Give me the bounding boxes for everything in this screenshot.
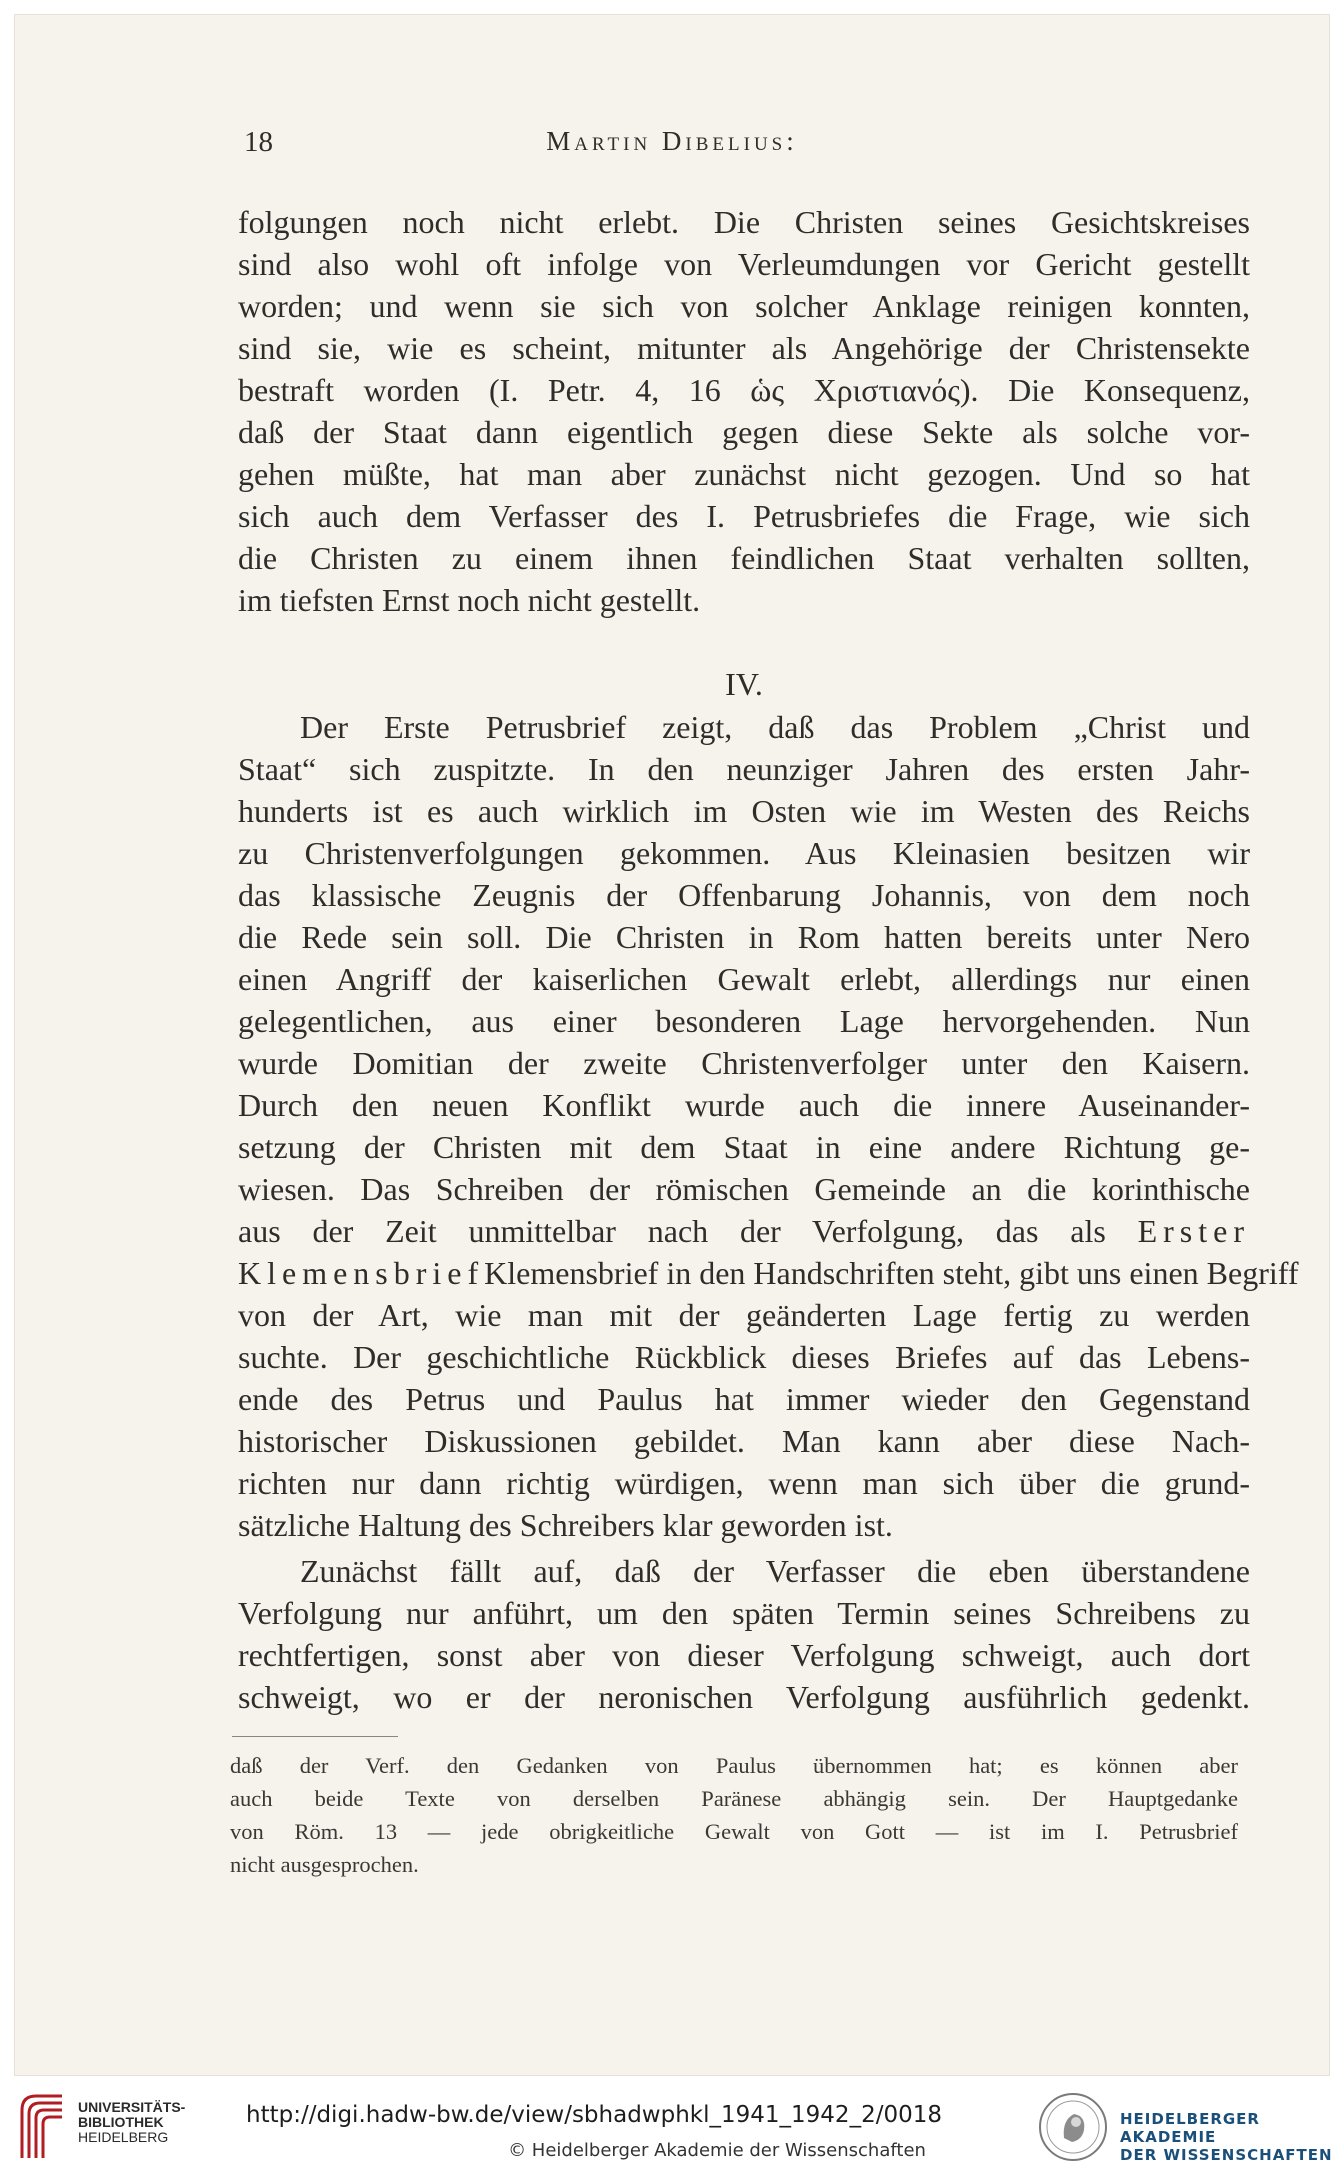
text-line: Zunächst fällt auf, daß der Verfasser die eben überstandene	[300, 1553, 1250, 1589]
ub-line: UNIVERSITÄTS-	[78, 2099, 186, 2115]
text-line: hunderts ist es auch wirklich im Osten wie im Westen des Reichs	[238, 793, 1250, 829]
text-line-with-spaced-word	[238, 1252, 1299, 1294]
text-run: Klemensbrief in den Handschriften steht, gibt uns einen Begriff	[484, 1255, 1299, 1291]
text-line: bestraft worden (I. Petr. 4, 16 ὡς Χριστιανός). Die Konsequenz,	[238, 372, 1250, 408]
viewer-footer	[0, 2076, 1344, 2177]
footnote-line: auch beide Texte von derselben Paränese abhängig sein. Der Hauptgedanke	[230, 1786, 1238, 1811]
university-library-name	[78, 2100, 185, 2145]
text-line: von der Art, wie man mit der geänderten Lage fertig zu werden	[238, 1297, 1250, 1333]
text-line: einen Angriff der kaiserlichen Gewalt erlebt, allerdings nur einen	[238, 961, 1250, 997]
page-header	[0, 126, 1344, 166]
spaced-word: Klemensbrief	[238, 1255, 485, 1291]
footnote-line: nicht ausgesprochen.	[230, 1852, 419, 1877]
ub-line: BIBLIOTHEK	[78, 2114, 164, 2130]
text-line: Verfolgung nur anführt, um den späten Termin seines Schreibens zu	[238, 1595, 1250, 1631]
text-line: sind sie, wie es scheint, mitunter als Angehörige der Christensekte	[238, 330, 1250, 366]
text-line: ende des Petrus und Paulus hat immer wieder den Gegenstand	[238, 1381, 1250, 1417]
text-line: im tiefsten Ernst noch nicht gestellt.	[238, 582, 701, 618]
text-line: zu Christenverfolgungen gekommen. Aus Kleinasien besitzen wir	[238, 835, 1250, 871]
text-line: das klassische Zeugnis der Offenbarung Johannis, von dem noch	[238, 877, 1250, 913]
academy-line: HEIDELBERGER AKADEMIE	[1120, 2110, 1260, 2146]
footnote-line: daß der Verf. den Gedanken von Paulus übernommen hat; es können aber	[230, 1753, 1238, 1778]
text-line: Der Erste Petrusbrief zeigt, daß das Problem „Christ und	[300, 709, 1250, 745]
text-line: die Christen zu einem ihnen feindlichen Staat verhalten sollten,	[238, 540, 1250, 576]
copyright-notice: © Heidelberger Akademie der Wissenschaften	[508, 2140, 926, 2161]
text-line: daß der Staat dann eigentlich gegen diese Sekte als solche vor-	[238, 414, 1250, 450]
text-line: die Rede sein soll. Die Christen in Rom hatten bereits unter Nero	[238, 919, 1250, 955]
text-line: sich auch dem Verfasser des I. Petrusbriefes die Frage, wie sich	[238, 498, 1250, 534]
text-line: gehen müßte, hat man aber zunächst nicht gezogen. Und so hat	[238, 456, 1250, 492]
academy-name	[1120, 2110, 1344, 2164]
text-line: schweigt, wo er der neronischen Verfolgung ausführlich gedenkt.	[238, 1679, 1250, 1715]
running-head: Martin Dibelius:	[546, 126, 798, 156]
text-line: sätzliche Haltung des Schreibers klar geworden ist.	[238, 1507, 893, 1543]
academy-line: DER WISSENSCHAFTEN	[1120, 2146, 1333, 2164]
ub-line: HEIDELBERG	[78, 2129, 169, 2145]
text-line: wiesen. Das Schreiben der römischen Gemeinde an die korinthische	[238, 1171, 1250, 1207]
text-line: Durch den neuen Konflikt wurde auch die innere Auseinander-	[238, 1087, 1250, 1123]
text-line: gelegentlichen, aus einer besonderen Lage hervorgehenden. Nun	[238, 1003, 1250, 1039]
text-line: worden; und wenn sie sich von solcher Anklage reinigen konnten,	[238, 288, 1250, 324]
text-line: folgungen noch nicht erlebt. Die Christen seines Gesichtskreises	[238, 204, 1250, 240]
text-line: setzung der Christen mit dem Staat in eine andere Richtung ge-	[238, 1129, 1250, 1165]
academy-seal-icon	[1036, 2090, 1110, 2164]
text-line: Staat“ sich zuspitzte. In den neunziger Jahren des ersten Jahr-	[238, 751, 1250, 787]
text-line-with-spaced-word	[238, 1210, 1250, 1252]
section-heading: IV.	[725, 666, 763, 702]
text-line: wurde Domitian der zweite Christenverfolger unter den Kaisern.	[238, 1045, 1250, 1081]
permalink-url[interactable]: http://digi.hadw-bw.de/view/sbhadwphkl_1941_1942_2/0018	[246, 2102, 942, 2128]
text-line: rechtfertigen, sonst aber von dieser Verfolgung schweigt, auch dort	[238, 1637, 1250, 1673]
footnote-line: von Röm. 13 — jede obrigkeitliche Gewalt von Gott — ist im I. Petrusbrief	[230, 1819, 1238, 1844]
text-run: aus der Zeit unmittelbar nach der Verfolgung, das als	[238, 1213, 1138, 1249]
text-line: historischer Diskussionen gebildet. Man kann aber diese Nach-	[238, 1423, 1250, 1459]
text-line: suchte. Der geschichtliche Rückblick dieses Briefes auf das Lebens-	[238, 1339, 1250, 1375]
spaced-word: Erster	[1137, 1213, 1250, 1249]
text-line: sind also wohl oft infolge von Verleumdungen vor Gericht gestellt	[238, 246, 1250, 282]
footnote-divider	[232, 1736, 398, 1737]
page-number: 18	[244, 126, 273, 158]
text-line: richten nur dann richtig würdigen, wenn man sich über die grund-	[238, 1465, 1250, 1501]
